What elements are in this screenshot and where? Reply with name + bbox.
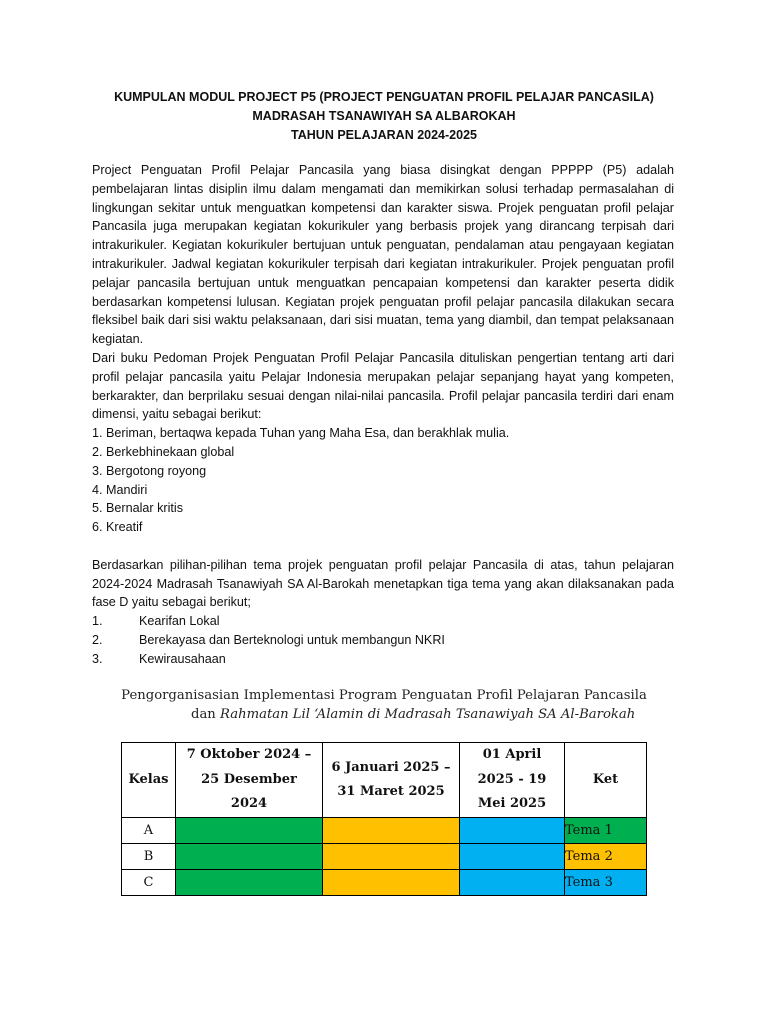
dimension-item: 1. Beriman, bertaqwa kepada Tuhan yang Maha Esa, dan berakhlak mulia. (92, 426, 510, 441)
dimension-list (92, 424, 674, 537)
header-period-3-line: 2025 - 19 (477, 771, 547, 787)
kelas-cell: B (122, 844, 176, 870)
period-3-cell (460, 818, 565, 844)
theme-number: 2. (92, 632, 103, 647)
profile-paragraph: Dari buku Pedoman Projek Penguatan Profil Pelajar Pancasila dituliskan pengertian tentang arti dari profil pelajar pancasila yaitu Pelajar Indonesia merupakan pelajar sepanjang hayat yang kompeten, berkarakter, dan berprilaku sesuai dengan nilai-nilai pancasila. Profil pelajar pancasila terdiri dari enam dimensi, yaitu sebagai berikut: (92, 350, 674, 422)
intro-paragraph: Project Penguatan Profil Pelajar Pancasila yang biasa disingkat dengan PPPPP (P5) adalah pembelajaran lintas disiplin ilmu dalam mengamati dan memikirkan solusi terhadap permasalahan di lingkungan sekitar untuk menguatkan kompetensi dan karakter siswa. Projek penguatan profil pelajar Pancasila juga merupakan kegiatan kokurikuler yang berbasis projek yang dirancang terpisah dari intrakurikuler. Kegiatan kokurikuler bertujuan untuk penguatan, pendalaman atau pengayaan kegiatan intrakurikuler. Jadwal kegiatan kokurikuler terpisah dari kegiatan intrakurikuler. Projek penguatan profil pelajar pancasila bertujuan untuk menguatkan pencapaian kompetensi dan karakter peserta didik berdasarkan kompetensi lulusan. Kegiatan projek penguatan profil pelajar pancasila dilakukan secara fleksibel baik dari sisi waktu pelaksanaan, dari sisi muatan, tema yang diambil, dan tempat pelaksanaan kegiatan. (92, 163, 674, 347)
dimension-item: 4. Mandiri (92, 482, 148, 497)
document-title (92, 88, 676, 145)
header-period-3-line: Mei 2025 (477, 796, 547, 812)
period-1-cell (176, 818, 323, 844)
title-line-1: KUMPULAN MODUL PROJECT P5 (PROJECT PENGUATAN PROFIL PELAJAR PANCASILA) (114, 90, 654, 104)
period-2-cell (323, 844, 460, 870)
period-3-cell (460, 844, 565, 870)
dimension-item: 3. Bergotong royong (92, 463, 207, 478)
dimension-item: 5. Bernalar kritis (92, 501, 183, 516)
document-body (92, 161, 674, 669)
ket-cell: Tema 2 (565, 844, 647, 870)
header-kelas: Kelas (122, 743, 176, 818)
ket-cell: Tema 1 (565, 818, 647, 844)
period-3-cell (460, 870, 565, 896)
theme-item (92, 631, 674, 650)
table-row (122, 818, 647, 844)
theme-item (92, 612, 674, 631)
organization-heading-italic: Rahmatan Lil ‘Alamin di Madrasah Tsanawiyah SA Al-Barokah (220, 707, 636, 722)
header-period-1-line: 2024 (230, 796, 268, 812)
theme-label: Kewirausahaan (139, 651, 226, 666)
header-period-1-line: 7 Oktober 2024 – (186, 747, 312, 763)
period-1-cell (176, 870, 323, 896)
organization-heading-prefix: dan (191, 707, 220, 722)
header-period-1 (176, 743, 323, 818)
kelas-cell: A (122, 818, 176, 844)
title-line-3: TAHUN PELAJARAN 2024-2025 (291, 128, 477, 142)
header-ket: Ket (565, 743, 647, 818)
organization-heading-line-2 (92, 705, 676, 724)
theme-label: Berekayasa dan Berteknologi untuk membangun NKRI (139, 632, 445, 647)
table-row (122, 844, 647, 870)
dimension-item: 6. Kreatif (92, 520, 143, 535)
theme-item (92, 650, 674, 669)
dimension-item: 2. Berkebhinekaan global (92, 444, 235, 459)
theme-label: Kearifan Lokal (139, 614, 220, 629)
header-period-3-line: 01 April (482, 747, 542, 763)
header-period-2 (323, 743, 460, 818)
theme-list (92, 612, 674, 668)
title-line-2: MADRASAH TSANAWIYAH SA ALBAROKAH (252, 109, 516, 123)
header-period-2-line: 6 Januari 2025 – (331, 759, 451, 775)
header-period-1-line: 25 Desember (201, 771, 297, 787)
theme-number: 3. (92, 651, 103, 666)
period-2-cell (323, 818, 460, 844)
ket-cell: Tema 3 (565, 870, 647, 896)
paragraph-gap (92, 537, 674, 556)
organization-heading-line-1: Pengorganisasian Implementasi Program Penguatan Profil Pelajaran Pancasila (121, 688, 647, 703)
header-period-2-line: 31 Maret 2025 (337, 784, 445, 799)
period-1-cell (176, 844, 323, 870)
table-row (122, 870, 647, 896)
schedule-header-row (122, 743, 647, 818)
organization-heading (92, 686, 676, 724)
header-period-3 (460, 743, 565, 818)
theme-number: 1. (92, 614, 103, 629)
period-2-cell (323, 870, 460, 896)
schedule-table (121, 742, 647, 896)
theme-paragraph: Berdasarkan pilihan-pilihan tema projek penguatan profil pelajar Pancasila di atas, tahun pelajaran 2024-2024 Madrasah Tsanawiyah SA Al-Barokah menetapkan tiga tema yang akan dilaksanakan pada fase D yaitu sebagai berikut; (92, 557, 674, 610)
kelas-cell: C (122, 870, 176, 896)
